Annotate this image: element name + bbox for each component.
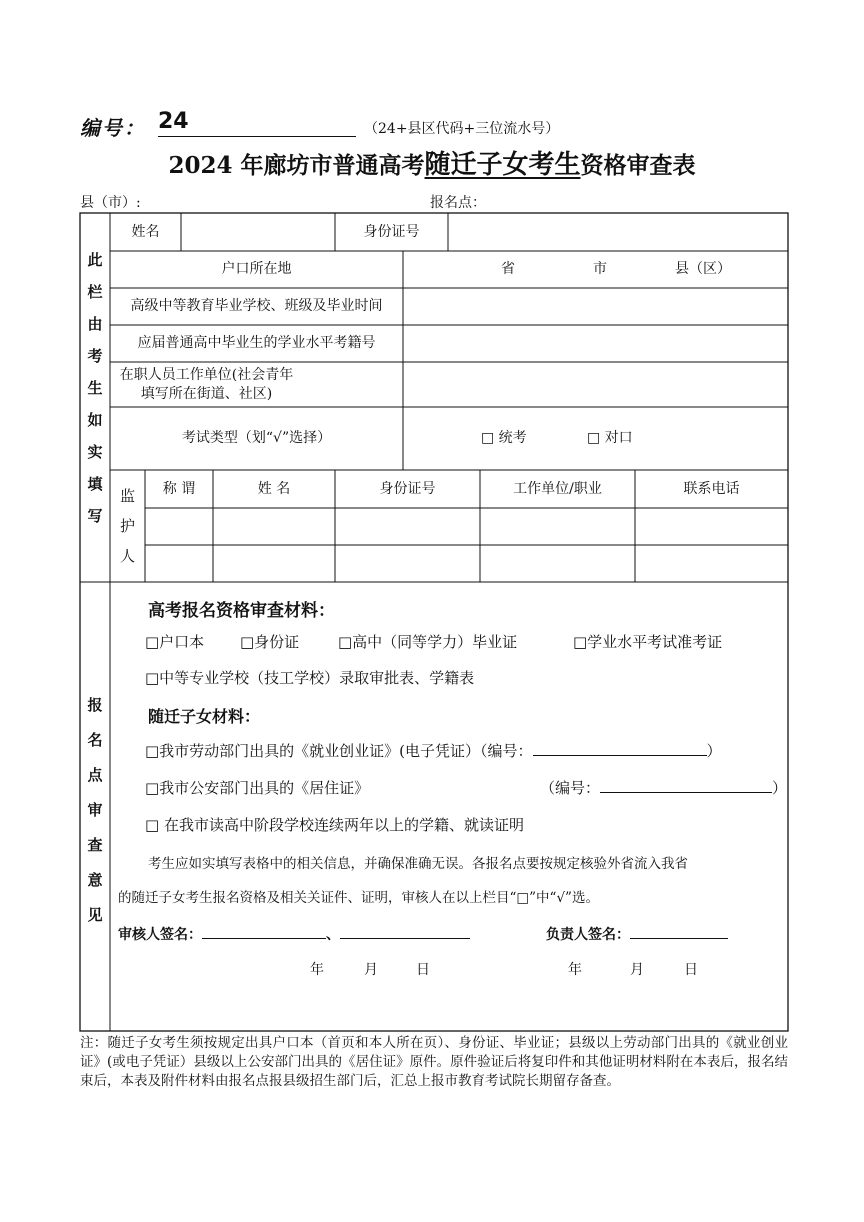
manager-signature [546, 924, 728, 944]
hukou-county: 县（区） [675, 261, 731, 278]
county-label: 县（市）: [80, 195, 141, 211]
manager-date-month: 月 [630, 962, 644, 978]
material-vocational-checkbox[interactable]: □中等专业学校（技工学校）录取审批表、学籍表 [145, 669, 475, 687]
reviewer-sign-field-1[interactable] [202, 924, 326, 939]
labor-cert-close: ） [706, 742, 722, 760]
serial-number-value: 24 [158, 108, 356, 137]
residence-close: ） [772, 779, 788, 797]
id-number-field[interactable] [448, 213, 788, 251]
side-char: 名 [87, 731, 103, 749]
side-char: 查 [87, 836, 103, 854]
serial-number-label: 编号： [80, 116, 146, 140]
labor-cert-text: □我市劳动部门出具的《就业创业证》(电子凭证）（编号： [145, 742, 533, 760]
notice-line-2: 的随迁子女考生报名资格及相关关证件、证明，审核人在以上栏目“□”中“√”选。 [118, 890, 599, 906]
registration-point-label: 报名点： [430, 195, 486, 211]
reviewer-separator: 、 [326, 927, 340, 943]
reviewer-sign-field-2[interactable] [340, 924, 470, 939]
reviewer-signature [118, 924, 470, 944]
side-char: 如 [87, 411, 103, 429]
work-unit-label: 在职人员工作单位(社会青年填写所在街道、社区) [119, 366, 294, 402]
school-proof-checkbox[interactable]: □ 在我市读高中阶段学校连续两年以上的学籍、就读证明 [145, 816, 524, 834]
manager-date-day: 日 [684, 962, 698, 978]
manager-sign-label: 负责人签名： [546, 927, 630, 943]
side-char: 写 [87, 507, 103, 525]
side-char: 报 [87, 696, 103, 714]
serial-number-note: （24+县区代码+三位流水号） [364, 121, 560, 137]
side-char: 意 [87, 871, 103, 889]
side-char: 栏 [87, 283, 103, 301]
exam-type-options [403, 407, 788, 470]
residence-number-label: （编号： [540, 779, 601, 797]
guardian-char: 监 [119, 487, 135, 505]
side-char: 点 [87, 766, 103, 784]
side-char: 由 [87, 315, 103, 333]
footnote: 注：随迁子女考生须按规定出具户口本（首页和本人所在页）、身份证、毕业证；县级以上劳动部门出具的《就业创业证》(或电子凭证）县级以上公安部门出具的《居住证》原件。原件验证后将复印件和其他证明材料附在本表后，报名结束后，本表及附件材料由报名点报县级招生部门后，汇总上报市教育考试院长期留存备查。 [80, 1035, 788, 1089]
side-char: 此 [87, 251, 103, 269]
exam-type-vocational-checkbox[interactable]: □ 对口 [587, 430, 633, 447]
material-exam-ticket-checkbox[interactable]: □学业水平考试准考证 [573, 633, 723, 651]
title-suffix: 资格审查表 [580, 152, 696, 179]
exam-number-field[interactable] [403, 325, 788, 362]
hukou-province: 省 [501, 261, 515, 278]
migrant-materials-title: 随迁子女材料： [148, 707, 261, 726]
guardian-side-label [110, 470, 145, 582]
school-label: 高级中等教育毕业学校、班级及毕业时间 [130, 298, 383, 315]
name-label: 姓名 [131, 223, 160, 240]
labor-cert-checkbox[interactable] [145, 740, 722, 761]
side-char: 审 [87, 801, 103, 819]
reviewer-date-year: 年 [310, 962, 324, 978]
review-side-label [80, 688, 110, 933]
work-unit-field[interactable] [403, 362, 788, 407]
hukou-field[interactable] [403, 251, 788, 288]
side-char: 生 [87, 379, 103, 397]
residence-permit-number [540, 777, 787, 798]
reviewer-date-day: 日 [416, 962, 430, 978]
hukou-label: 户口所在地 [221, 261, 292, 278]
hukou-city: 市 [593, 261, 607, 278]
guardian-header-work: 工作单位/职业 [513, 480, 602, 497]
guardian-header-name: 姓 名 [257, 480, 291, 497]
side-char: 实 [87, 443, 103, 461]
materials-title: 高考报名资格审查材料： [148, 601, 335, 621]
labor-cert-number-field[interactable] [533, 741, 707, 756]
title-prefix: 2024 年廊坊市普通高考 [168, 152, 425, 179]
material-id-checkbox[interactable]: □身份证 [240, 633, 300, 651]
guardian-header-phone: 联系电话 [683, 480, 740, 497]
reviewer-date-month: 月 [364, 962, 378, 978]
guardian-header-id: 身份证号 [379, 480, 436, 497]
applicant-side-label [80, 244, 110, 532]
exam-number-label: 应届普通高中毕业生的学业水平考籍号 [137, 335, 376, 352]
guardian-char: 护 [119, 517, 135, 535]
name-field[interactable] [181, 213, 335, 251]
side-char: 见 [87, 906, 103, 924]
school-field[interactable] [403, 288, 788, 325]
material-hukou-checkbox[interactable]: □户口本 [145, 633, 205, 651]
side-char: 考 [87, 347, 103, 365]
title-highlight: 随迁子女考生 [424, 150, 581, 180]
reviewer-sign-label: 审核人签名： [118, 927, 202, 943]
residence-permit-checkbox[interactable]: □我市公安部门出具的《居住证》 [145, 779, 370, 797]
residence-number-field[interactable] [600, 778, 772, 793]
notice-line-1: 考生应如实填写表格中的相关信息，并确保准确无误。各报名点要按规定核验外省流入我省 [148, 856, 688, 872]
side-char: 填 [87, 475, 103, 493]
exam-type-unified-checkbox[interactable]: □ 统考 [481, 430, 527, 447]
exam-type-label: 考试类型（划“√”选择） [181, 430, 332, 447]
manager-date-year: 年 [568, 962, 582, 978]
guardian-header-relation: 称 谓 [162, 480, 196, 497]
manager-sign-field[interactable] [630, 924, 728, 939]
guardian-char: 人 [119, 547, 135, 565]
id-number-label: 身份证号 [363, 223, 420, 240]
material-diploma-checkbox[interactable]: □高中（同等学力）毕业证 [338, 633, 518, 651]
